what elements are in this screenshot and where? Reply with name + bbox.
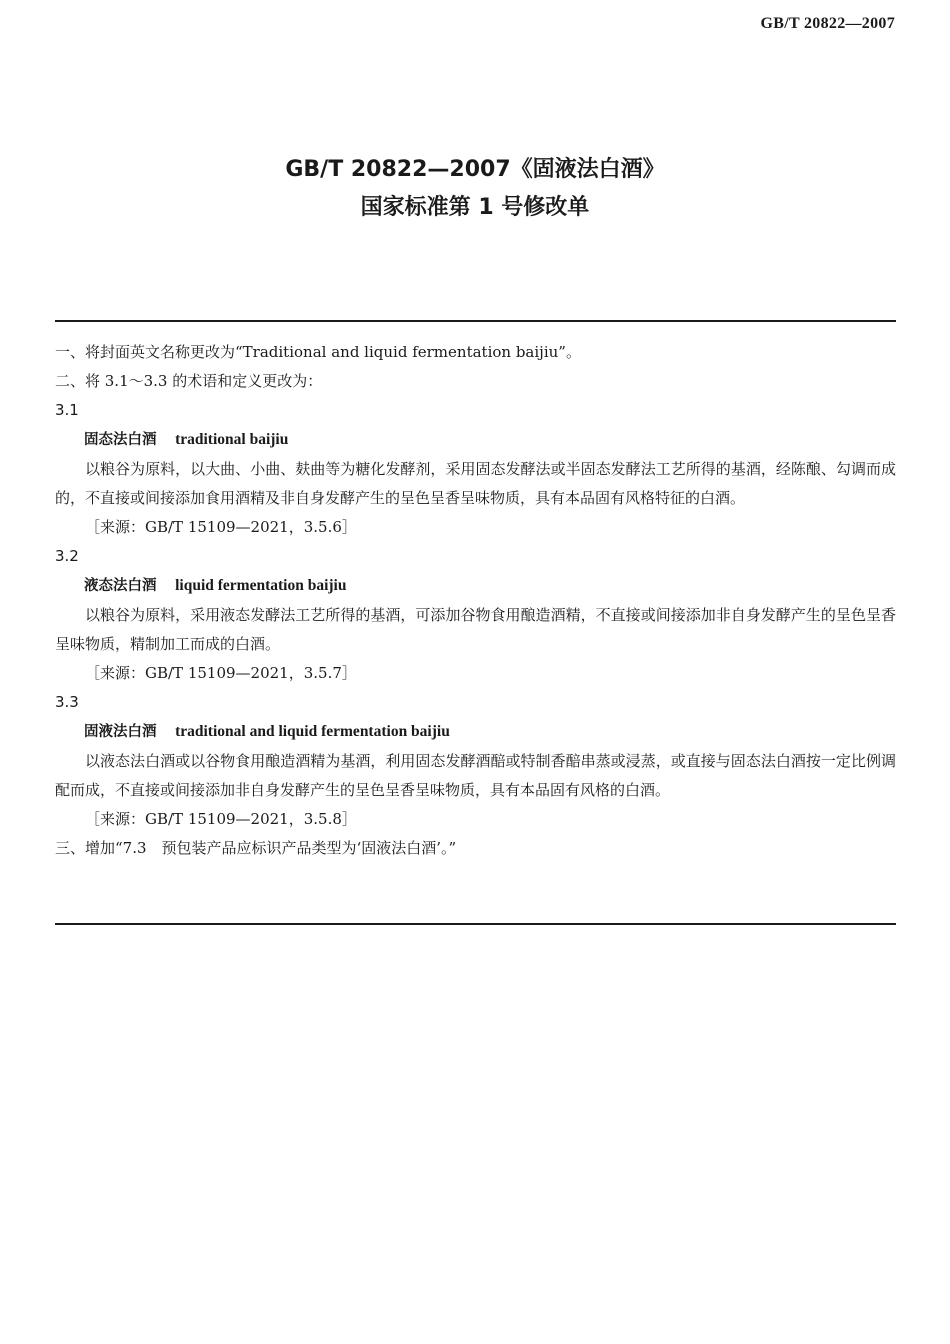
document-title: GB/T 20822—2007《固液法白酒》 — [285, 157, 665, 182]
amendment-item-2: 二、将 3.1～3.3 的术语和定义更改为： — [55, 372, 323, 390]
top-divider — [55, 320, 896, 322]
term-definition: 以粮谷为原料，采用液态发酵法工艺所得的基酒，可添加谷物食用酿造酒精，不直接或间接添加非自身发酵产生的呈色呈香呈味物质，精制加工而成的白酒。 — [55, 606, 896, 653]
term-number: 3.2 — [55, 547, 79, 565]
term-source: ［来源：GB/T 15109—2021，3.5.7］ — [85, 664, 357, 682]
term-definition: 以粮谷为原料，以大曲、小曲、麸曲等为糖化发酵剂，采用固态发酵法或半固态发酵法工艺所得的基酒，经陈酿、勾调而成的，不直接或间接添加食用酒精及非自身发酵产生的呈色呈香呈味物质，具有本品固有风格特征的白酒。 — [55, 460, 896, 507]
amendment-item-1: 一、将封面英文名称更改为“Traditional and liquid fermentation baijiu”。 — [55, 343, 581, 361]
document-subtitle: 国家标准第 1 号修改单 — [360, 195, 590, 220]
term-english: traditional baijiu — [175, 431, 289, 448]
term-english: traditional and liquid fermentation baijiu — [175, 723, 450, 740]
term-chinese: 液态法白酒 — [84, 578, 157, 594]
standard-code-header: GB/T 20822—2007 — [760, 15, 895, 32]
bottom-divider — [55, 923, 896, 925]
term-source: ［来源：GB/T 15109—2021，3.5.8］ — [85, 810, 357, 828]
term-number: 3.3 — [55, 693, 79, 711]
term-source: ［来源：GB/T 15109—2021，3.5.6］ — [85, 518, 357, 536]
term-heading — [55, 425, 896, 455]
term-number: 3.1 — [55, 401, 79, 419]
term-english: liquid fermentation baijiu — [175, 577, 347, 594]
amendment-item-3: 三、增加“7.3 预包装产品应标识产品类型为‘固液法白酒’。” — [55, 839, 457, 857]
term-heading — [55, 571, 896, 601]
amendment-body — [55, 338, 896, 863]
term-definition: 以液态法白酒或以谷物食用酿造酒精为基酒，利用固态发酵酒醅或特制香醅串蒸或浸蒸，或直接与固态法白酒按一定比例调配而成，不直接或间接添加非自身发酵产生的呈色呈香呈味物质，具有本品固有风格的白酒。 — [55, 752, 896, 799]
term-chinese: 固态法白酒 — [84, 432, 157, 448]
term-heading — [55, 717, 896, 747]
term-chinese: 固液法白酒 — [84, 724, 157, 740]
